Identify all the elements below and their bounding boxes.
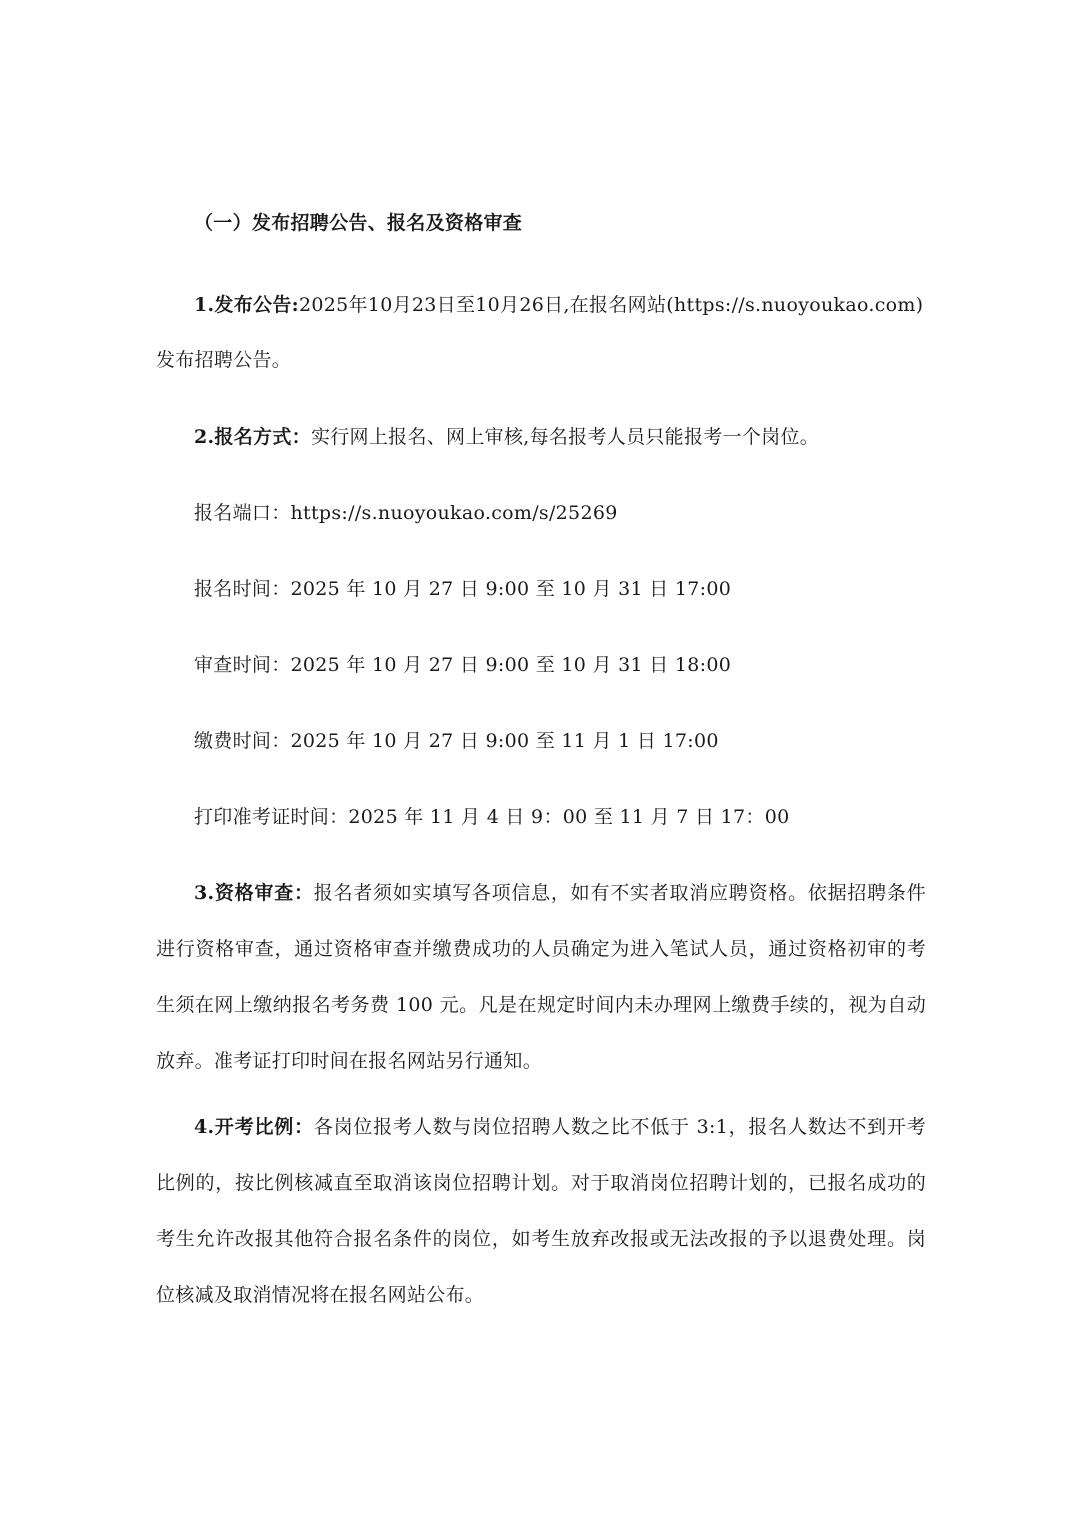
item1-text-line1: 2025年10月23日至10月26日,在报名网站(https://s.nuoyoukao.com) (298, 294, 924, 316)
item2-lead: 2.报名方式： (194, 426, 311, 448)
payment-time: 缴费时间：2025 年 10 月 27 日 9:00 至 11 月 1 日 17:00 (194, 730, 719, 752)
item1-lead: 1.发布公告: (194, 294, 299, 316)
item3-paragraph (156, 865, 926, 1089)
registration-time: 报名时间：2025 年 10 月 27 日 9:00 至 10 月 31 日 17:00 (194, 578, 732, 600)
item4-paragraph (156, 1099, 926, 1323)
item1-line1 (194, 291, 923, 319)
item2-text: 实行网上报名、网上审核,每名报考人员只能报考一个岗位。 (310, 426, 820, 448)
item4-lead: 4.开考比例： (194, 1116, 314, 1138)
item2-line (194, 423, 819, 451)
item3-text: 报名者须如实填写各项信息，如有不实者取消应聘资格。依据招聘条件进行资格审查，通过资格审查并缴费成功的人员确定为进入笔试人员，通过资格初审的考生须在网上缴纳报名考务费 100 元。凡是在规定时间内未办理网上缴费手续的，视为自动放弃。准考证打印时间在报名网站另行通知。 (156, 882, 926, 1072)
admission-ticket-time: 打印准考证时间：2025 年 11 月 4 日 9：00 至 11 月 7 日 17：00 (194, 806, 790, 828)
review-time: 审查时间：2025 年 10 月 27 日 9:00 至 10 月 31 日 18:00 (194, 654, 732, 676)
item4-text: 各岗位报考人数与岗位招聘人数之比不低于 3:1，报名人数达不到开考比例的，按比例核减直至取消该岗位招聘计划。对于取消岗位招聘计划的，已报名成功的考生允许改报其他符合报名条件的岗位，如考生放弃改报或无法改报的予以退费处理。岗位核减及取消情况将在报名网站公布。 (156, 1116, 926, 1306)
item1-text-line2: 发布招聘公告。 (156, 349, 292, 371)
section-heading: （一）发布招聘公告、报名及资格审查 (194, 212, 523, 234)
registration-portal: 报名端口：https://s.nuoyoukao.com/s/25269 (194, 502, 618, 524)
item3-lead: 3.资格审查： (194, 882, 314, 904)
